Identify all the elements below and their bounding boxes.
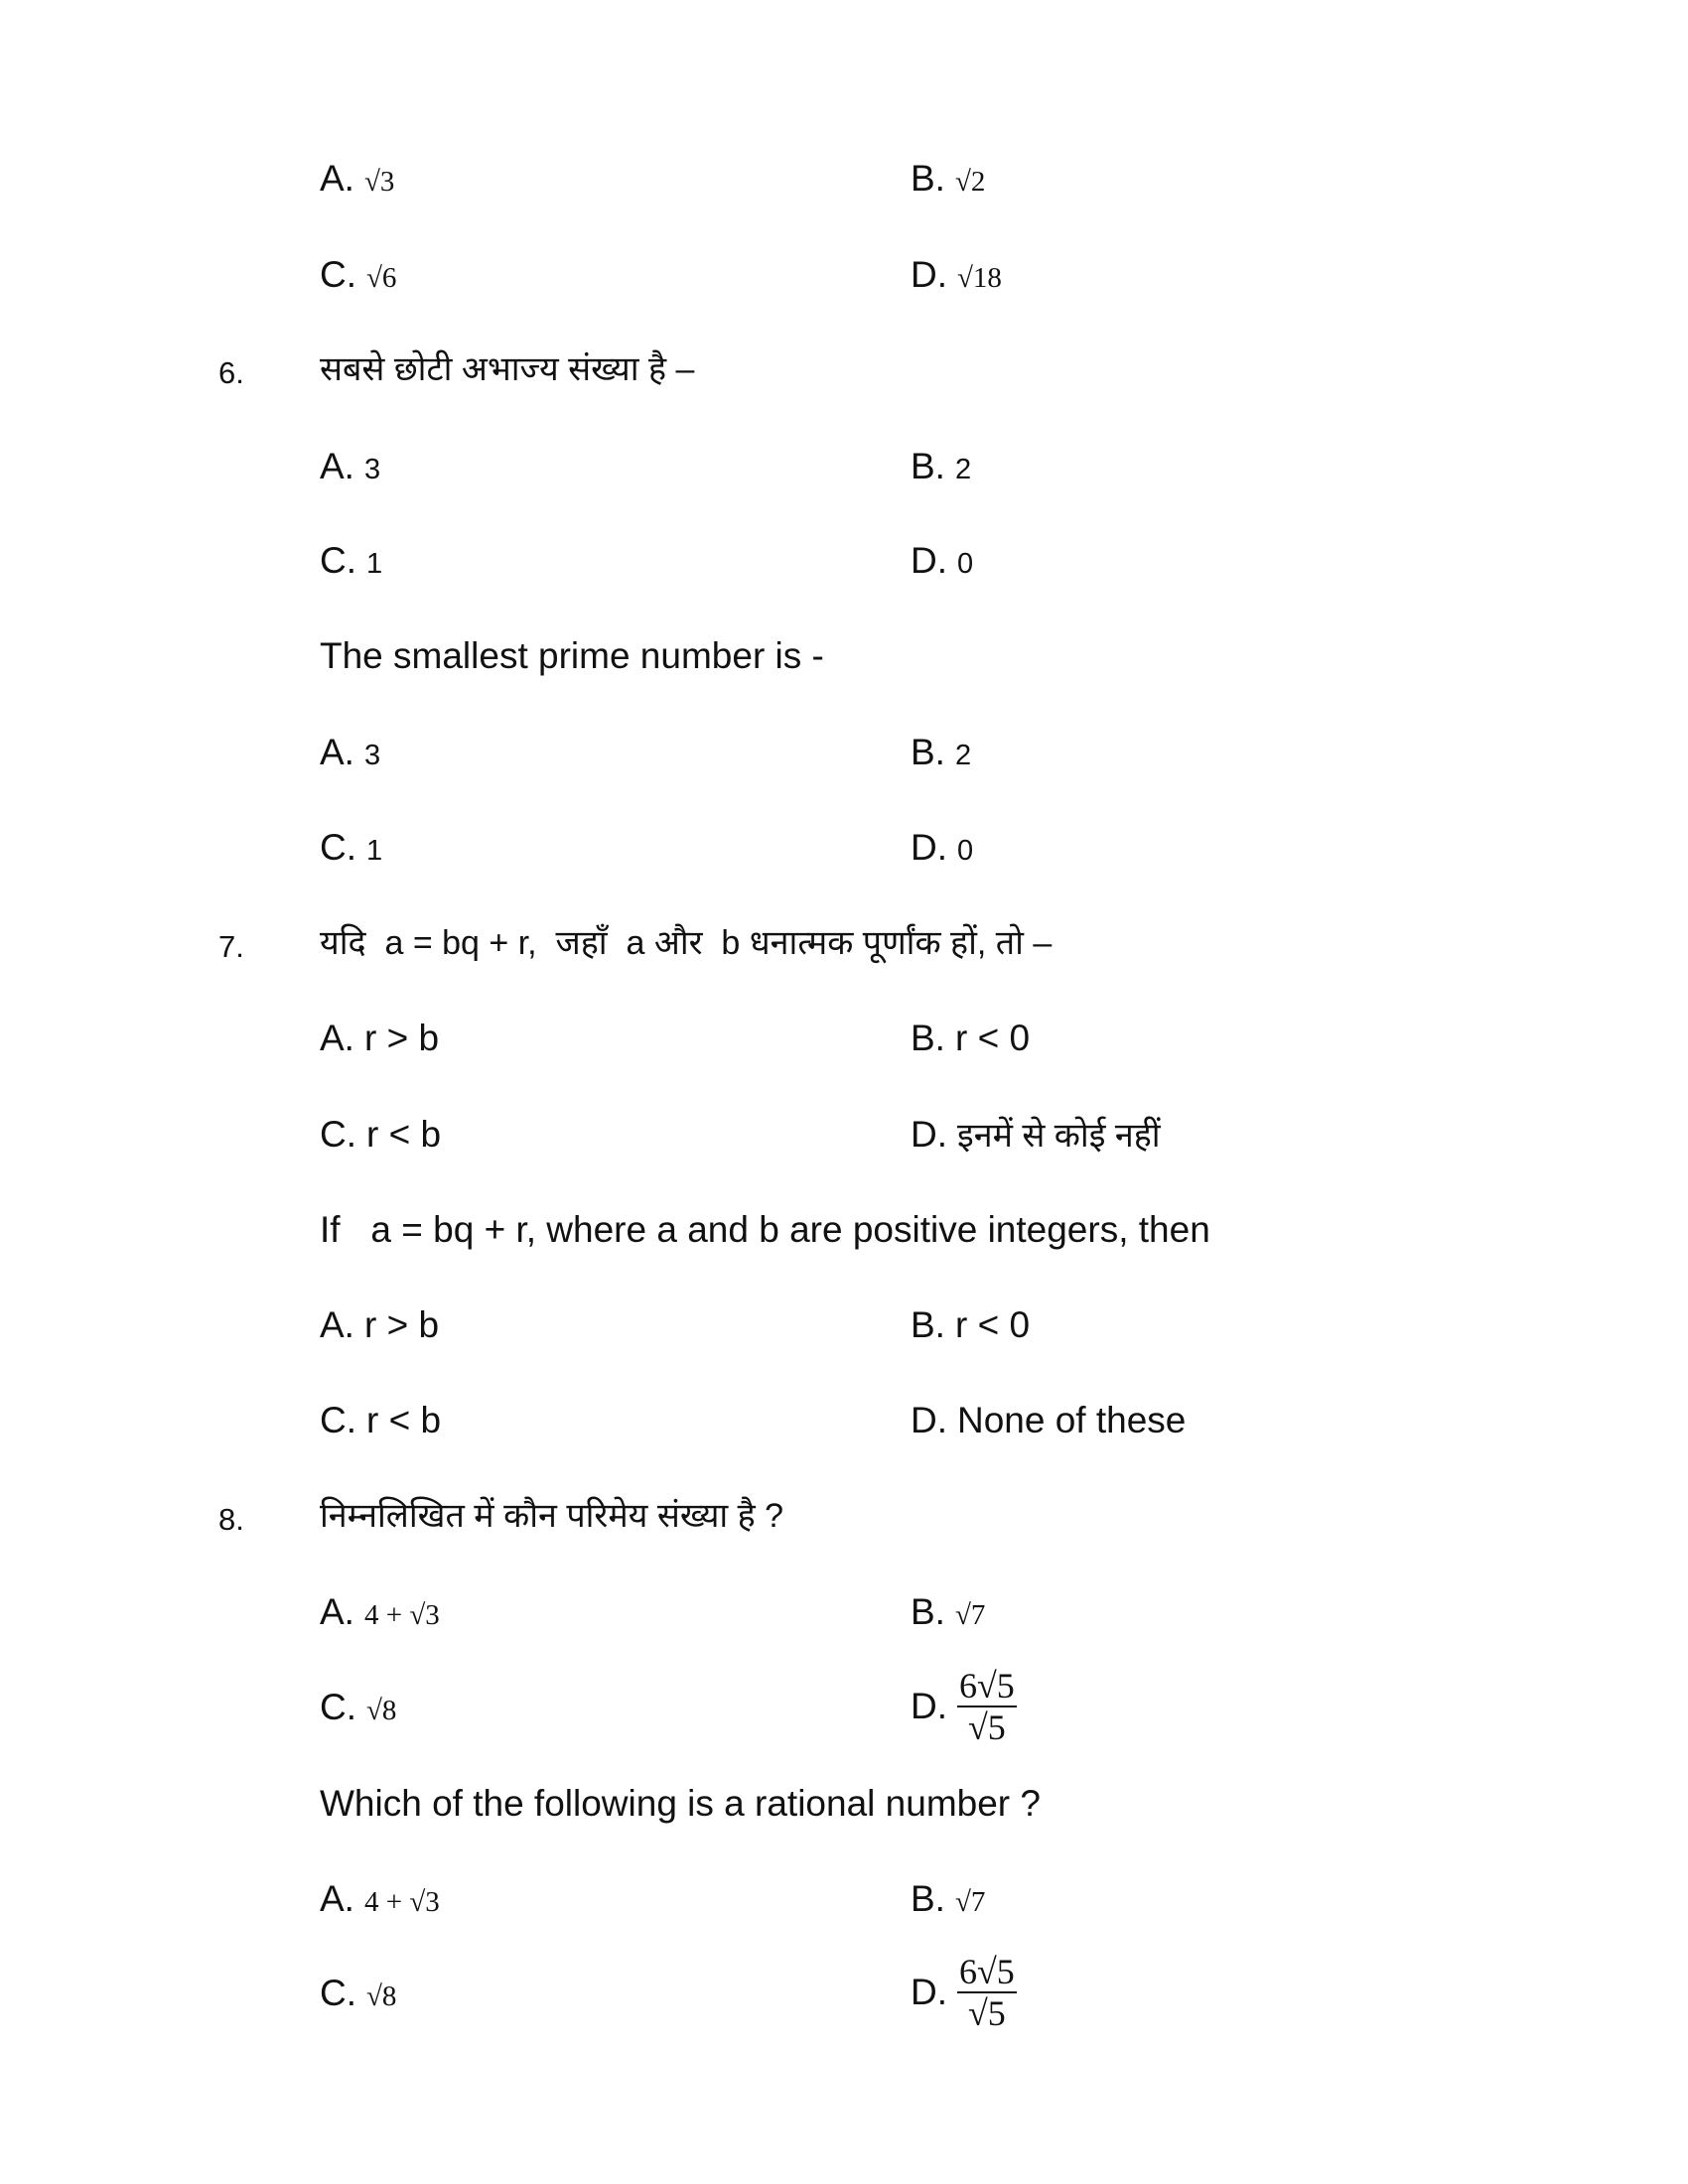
q7-en-option-d [911, 1399, 1186, 1442]
fraction [957, 1952, 1017, 2033]
option-value: √2 [954, 166, 986, 198]
option-value: 2 [954, 740, 972, 771]
option-value: √7 [954, 1886, 986, 1918]
q7-hi-option-d [911, 1113, 1161, 1158]
option-label: A. [320, 1878, 354, 1919]
option-label: C. [320, 1114, 356, 1155]
q5-option-b [911, 157, 985, 204]
q8-hi-option-b [911, 1590, 985, 1637]
option-value: 3 [363, 740, 381, 771]
option-label: A. [320, 158, 354, 199]
option-value: 4 + √3 [363, 1599, 440, 1631]
fraction [957, 1666, 1017, 1747]
q6-en-option-c [320, 826, 382, 873]
question-number-8: 8. [218, 1502, 244, 1537]
q7-en-option-b [911, 1303, 1030, 1347]
q7-hi-option-b [911, 1017, 1030, 1060]
q8-en-option-c [320, 1972, 396, 2018]
option-label: C. [320, 1400, 356, 1440]
option-label: C. [320, 254, 356, 295]
option-label: B. [911, 1304, 945, 1345]
q7-hi-option-c [320, 1113, 441, 1157]
option-value: √6 [366, 262, 397, 294]
q8-en-option-a [320, 1877, 440, 1924]
q5-option-d [911, 253, 1002, 300]
option-label: A. [320, 1591, 354, 1632]
q5-option-c [320, 253, 396, 300]
q6-hi-option-a [320, 445, 380, 491]
option-label: B. [911, 1018, 945, 1058]
q8-hi-option-d [911, 1666, 1017, 1747]
q8-en-option-d [911, 1952, 1017, 2033]
q8-hi-option-c [320, 1686, 396, 1732]
option-label: B. [911, 446, 945, 486]
option-label: D. [911, 1114, 947, 1155]
question-8-english: Which of the following is a rational number ? [320, 1783, 1041, 1824]
q7-en-option-c [320, 1399, 441, 1442]
option-label: D. [911, 827, 947, 868]
option-value: r < 0 [954, 1304, 1031, 1345]
option-value: r < b [366, 1400, 442, 1440]
fraction-numerator: 6√5 [959, 1952, 1015, 1991]
q6-hi-option-d [911, 539, 973, 586]
question-7-hindi: यदि a = bq + r, जहाँ a और b धनात्मक पूर्णांक हों, तो – [320, 924, 1053, 962]
q6-en-option-a [320, 731, 380, 777]
option-value: 1 [366, 835, 383, 867]
option-value: r < b [366, 1114, 442, 1155]
option-value: None of these [957, 1400, 1187, 1440]
question-number-6: 6. [218, 355, 244, 390]
fraction-numerator: 6√5 [959, 1666, 1015, 1706]
option-label: C. [320, 540, 356, 581]
option-value: r > b [363, 1018, 440, 1058]
question-6-english: The smallest prime number is - [320, 635, 824, 676]
fraction-denominator: √5 [968, 1707, 1006, 1747]
option-label: B. [911, 158, 945, 199]
q6-hi-option-c [320, 539, 382, 586]
option-label: A. [320, 732, 354, 772]
q6-en-option-b [911, 731, 971, 777]
q6-en-option-d [911, 826, 973, 873]
option-value: 0 [957, 548, 974, 580]
option-value: r < 0 [954, 1018, 1031, 1058]
option-label: A. [320, 446, 354, 486]
option-label: D. [911, 1400, 947, 1440]
option-value: इनमें से कोई नहीं [957, 1117, 1161, 1155]
option-value: √18 [957, 262, 1002, 294]
option-label: B. [911, 1878, 945, 1919]
q6-hi-option-b [911, 445, 971, 491]
option-value: 0 [957, 835, 974, 867]
option-label: D. [911, 540, 947, 581]
q5-option-a [320, 157, 394, 204]
option-value: √8 [366, 1695, 397, 1726]
option-value: √7 [954, 1599, 986, 1631]
question-8-hindi: निम्नलिखित में कौन परिमेय संख्या है ? [320, 1497, 784, 1535]
option-label: C. [320, 1973, 356, 2013]
option-value: 4 + √3 [363, 1886, 440, 1918]
option-label: B. [911, 732, 945, 772]
option-label: A. [320, 1304, 354, 1345]
option-value: 2 [954, 454, 972, 485]
option-label: C. [320, 1687, 356, 1727]
option-label: D. [911, 1972, 947, 2012]
option-value: 3 [363, 454, 381, 485]
question-number-7: 7. [218, 929, 244, 964]
q8-hi-option-a [320, 1590, 440, 1637]
option-value: √8 [366, 1980, 397, 2012]
question-7-english: If a = bq + r, where a and b are positive integers, then [320, 1209, 1210, 1250]
option-value: 1 [366, 548, 383, 580]
question-6-hindi: सबसे छोटी अभाज्य संख्या है – [320, 350, 695, 388]
option-value: √3 [363, 166, 395, 198]
option-label: D. [911, 1686, 947, 1726]
q8-en-option-b [911, 1877, 985, 1924]
option-label: D. [911, 254, 947, 295]
fraction-denominator: √5 [968, 1993, 1006, 2033]
option-label: A. [320, 1018, 354, 1058]
option-value: r > b [363, 1304, 440, 1345]
option-label: B. [911, 1591, 945, 1632]
q7-hi-option-a [320, 1017, 439, 1060]
q7-en-option-a [320, 1303, 439, 1347]
option-label: C. [320, 827, 356, 868]
